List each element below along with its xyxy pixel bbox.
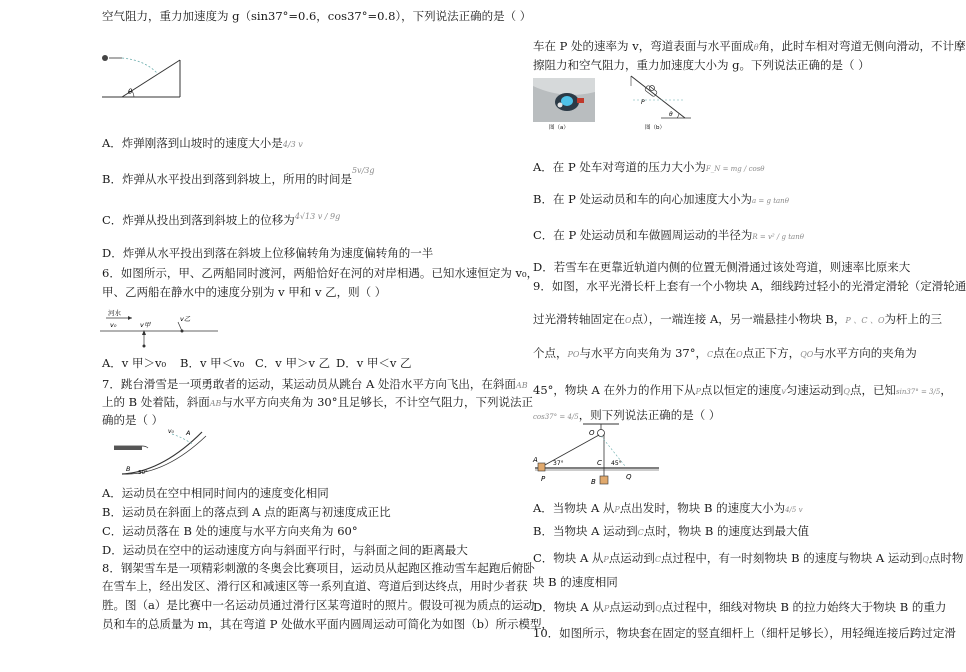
q9-option-c: C．物块 A 从P点运动到C点过程中，有一时刻物块 B 的速度与物块 A 运动到Q点时物 [533, 551, 964, 565]
q7-B-label: B [126, 465, 131, 473]
q6-vjia-label: v甲 [140, 321, 151, 329]
q8-stem-line2: 在雪车上，经出发区、滑行区和减速区等一系列直道、弯道后到达终点，用时少者获 [102, 579, 528, 593]
q7-ab-symbol: AB [515, 381, 528, 390]
q9-sin37-fraction: sin37° = 3/5 [895, 388, 941, 396]
q9-stem-line1: 9．如图，水平光滑长杆上套有一个小物块 A，细线跨过轻小的光滑定滑轮（定滑轮通 [533, 279, 966, 293]
q6-figure [100, 307, 220, 349]
q8-continued-line1: 车在 P 处的速率为 v，弯道表面与水平面成θ角，此时车相对弯道无侧向滑动，不计摩 [533, 39, 966, 53]
q10-stem-line1: 10．如图所示，物块套在固定的竖直细杆上（细杆足够长），用轻绳连接后跨过定滑 [533, 626, 956, 640]
q9-C-symbol: C [707, 350, 714, 359]
q8-figure-b [621, 74, 693, 132]
q9-PCO-symbol: P 、C 、O [845, 316, 885, 325]
q8-figure-a-caption: 图（a） [549, 125, 569, 131]
q9-option-b: B．当物块 A 运动到C点时，物块 B 的速度达到最大值 [533, 524, 809, 538]
q8-angle-arc [677, 113, 679, 118]
q9-pulley-diagram [533, 422, 663, 488]
q7-ab-symbol-2: AB [209, 399, 222, 408]
q8-option-c-math: R = v² / g tanθ [752, 233, 804, 241]
q9-Q-label: Q [626, 473, 632, 481]
q9-B-label: B [591, 478, 596, 486]
q7-stem-line3: 确的是（ ） [102, 413, 164, 427]
q8-photo-sled-tip [577, 98, 584, 103]
q8-stem-line3: 胜。图（a）是比赛中一名运动员通过滑行区某弯道时的照片。假设可视为质点的运动 [102, 598, 535, 612]
q5-option-c-math: 4√13 v / 9g [294, 212, 341, 221]
q8-continued-line2: 擦阻力和空气阻力，重力加速度大小为 g。下列说法正确的是（ ） [533, 58, 870, 72]
q8-option-a: A．在 P 处车对弯道的压力大小为F_N = mg / cosθ [533, 160, 765, 174]
q9-P-label: P [541, 475, 546, 483]
q9-option-d: D．物块 A 从P点运动到Q点过程中，细线对物块 B 的拉力始终大于物块 B 的重力 [533, 600, 947, 614]
q5-option-d: D．炸弹从水平投出到落在斜坡上位移偏转角为速度偏转角的一半 [102, 246, 434, 260]
q9-C-label: C [597, 459, 602, 467]
q7-option-a: A．运动员在空中相同时间内的速度变化相同 [102, 486, 329, 500]
q8-option-d: D．若雪车在更靠近轨道内侧的位置无侧滑通过该处弯道，则速率比原来大 [533, 260, 911, 274]
q6-flow-arrowhead [128, 316, 132, 320]
q8-bank-diagram [621, 74, 693, 132]
q8-stem-line4: 员和车的总质量为 m，其在弯道 P 处做水平面内圆周运动可简化为如图（b）所示模型， [102, 617, 553, 631]
q9-QO-symbol: QO [800, 350, 814, 359]
q6-option-c: C．v 甲＞v 乙 [255, 356, 331, 370]
q9-stem-line4: 45°，物块 A 在外力的作用下从P点以恒定的速度v匀速运动到Q点，已知sin37° = 3/5， [533, 383, 952, 397]
q8-option-b-math: a = g tanθ [752, 197, 789, 205]
q7-option-c: C．运动员落在 B 处的速度与水平方向夹角为 60° [102, 524, 358, 538]
q5-option-b-math: 5v/3g [351, 166, 375, 175]
q8-option-b: B．在 P 处运动员和车的向心加速度大小为a = g tanθ [533, 192, 789, 206]
q6-vyi-label: v乙 [180, 315, 191, 323]
q9-block-A [538, 463, 545, 471]
q9-string-to-A [543, 435, 599, 466]
q8-figure-b-caption: 图（b） [645, 125, 665, 131]
q8-photo-glove [558, 103, 563, 108]
q9-A-label: A [533, 456, 538, 464]
q7-ski-diagram [112, 424, 212, 476]
q6-option-a: A．v 甲＞v₀ [102, 356, 167, 370]
q9-figure [533, 422, 663, 488]
q9-O-label: O [589, 429, 595, 437]
q8-photo [533, 78, 595, 130]
q6-v0-label: v₀ [110, 321, 117, 329]
q5-option-a: A．炸弹刚落到山坡时的速度大小是4/3 v [102, 136, 303, 150]
q9-option-a-math: 4/5 v [785, 506, 803, 514]
q9-O-symbol-2: O [736, 350, 743, 359]
q6-river-label: 河水 [108, 309, 121, 317]
q7-option-d: D．运动员在空中的运动速度方向与斜面平行时，与斜面之间的距离最大 [102, 543, 468, 557]
q7-v0-label: v₀ [168, 428, 174, 435]
q7-platform-base [114, 446, 142, 450]
q9-angle45-label: 45° [611, 460, 622, 467]
q9-PO-symbol: PO [567, 350, 580, 359]
q9-cos37-fraction: cos37° = 4/5 [533, 413, 579, 421]
q6-option-b: B．v 甲＜v₀ [180, 356, 245, 370]
q8-theta-symbol: θ [753, 43, 759, 52]
q5-stem-tail: 空气阻力，重力加速度为 g（sin37°=0.6，cos37°=0.8），下列说法正确的是（ ） [102, 9, 532, 23]
q6-option-d: D．v 甲＜v 乙 [336, 356, 412, 370]
q7-stem-line1: 7．跳台滑雪是一项勇敢者的运动，某运动员从跳台 A 处沿水平方向飞出，在斜面AB [102, 377, 528, 391]
q6-stem-line2: 甲、乙两船在静水中的速度分别为 v 甲和 v 乙，则（ ） [102, 285, 387, 299]
q7-figure [112, 424, 212, 476]
q8-option-a-math: F_N = mg / cosθ [705, 165, 765, 173]
q7-slope-top [122, 432, 202, 474]
q5-trajectory [122, 58, 158, 74]
q8-stem-line1: 8．钢架雪车是一项精彩刺激的冬奥会比赛项目，运动员从起跑区推动雪车起跑后俯卧 [102, 561, 535, 575]
q7-stem-line2: 上的 B 处着陆，斜面AB与水平方向夹角为 30°且足够长，不计空气阻力，下列说法正 [102, 395, 533, 409]
q7-option-b: B．运动员在斜面上的落点到 A 点的距离与初速度成正比 [102, 505, 391, 519]
q9-block-B [600, 476, 608, 484]
q9-option-c-line2: 块 B 的速度相同 [533, 575, 618, 589]
q5-figure [100, 52, 190, 102]
q5-slope-diagram [100, 52, 190, 102]
q9-Q-symbol: Q [843, 387, 850, 396]
q6-yi-boat [181, 330, 184, 333]
q9-angle37-label: 37° [553, 460, 564, 467]
q8-theta-label: θ [669, 111, 673, 118]
q5-option-b: B．炸弹从水平投出到落到斜坡上，所用的时间是$^{5v/3g}$ [102, 166, 375, 186]
q6-river-diagram [100, 307, 220, 349]
q6-stem-line1: 6．如图所示，甲、乙两船同时渡河，两船恰好在河的对岸相遇。已知水速恒定为 v₀， [102, 266, 539, 280]
q6-jia-boat [143, 345, 146, 348]
q8-P-label: P [641, 99, 645, 106]
q5-option-a-math: 4/3 v [282, 140, 303, 149]
q9-stem-line3: 个点，PO与水平方向夹角为 37°，C点在O点正下方，QO与水平方向的夹角为 [533, 346, 917, 360]
q8-option-c: C．在 P 处运动员和车做圆周运动的半径为R = v² / g tanθ [533, 228, 804, 242]
q7-A-label: A [186, 429, 191, 437]
q5-bomb [102, 55, 108, 61]
q5-theta-label: θ [128, 88, 133, 96]
q5-option-c: C．炸弹从投出到落到斜坡上的位移为$^{4√13 v / 9g}$ [102, 212, 341, 227]
q7-slope-bottom [122, 436, 206, 474]
q8-figure-a [533, 78, 595, 130]
q7-angle-label: 30° [138, 470, 148, 476]
q9-stem-line2: 过光滑转轴固定在O点），一端连接 A，另一端悬挂小物块 B，P 、C 、O为杆上的三 [533, 312, 943, 326]
q9-O-symbol: O [625, 316, 632, 325]
q9-P-symbol: P [695, 387, 701, 396]
q9-stem-line5: cos37° = 4/5，则下列说法正确的是（ ） [533, 408, 721, 422]
q9-v-symbol: v [781, 387, 786, 396]
q9-option-a: A．当物块 A 从P点出发时，物块 B 的速度大小为4/5 v [533, 501, 803, 515]
q8-bank-surface [631, 76, 685, 118]
q8-photo-helmet [561, 96, 573, 106]
q5-angle-arc [132, 91, 134, 97]
